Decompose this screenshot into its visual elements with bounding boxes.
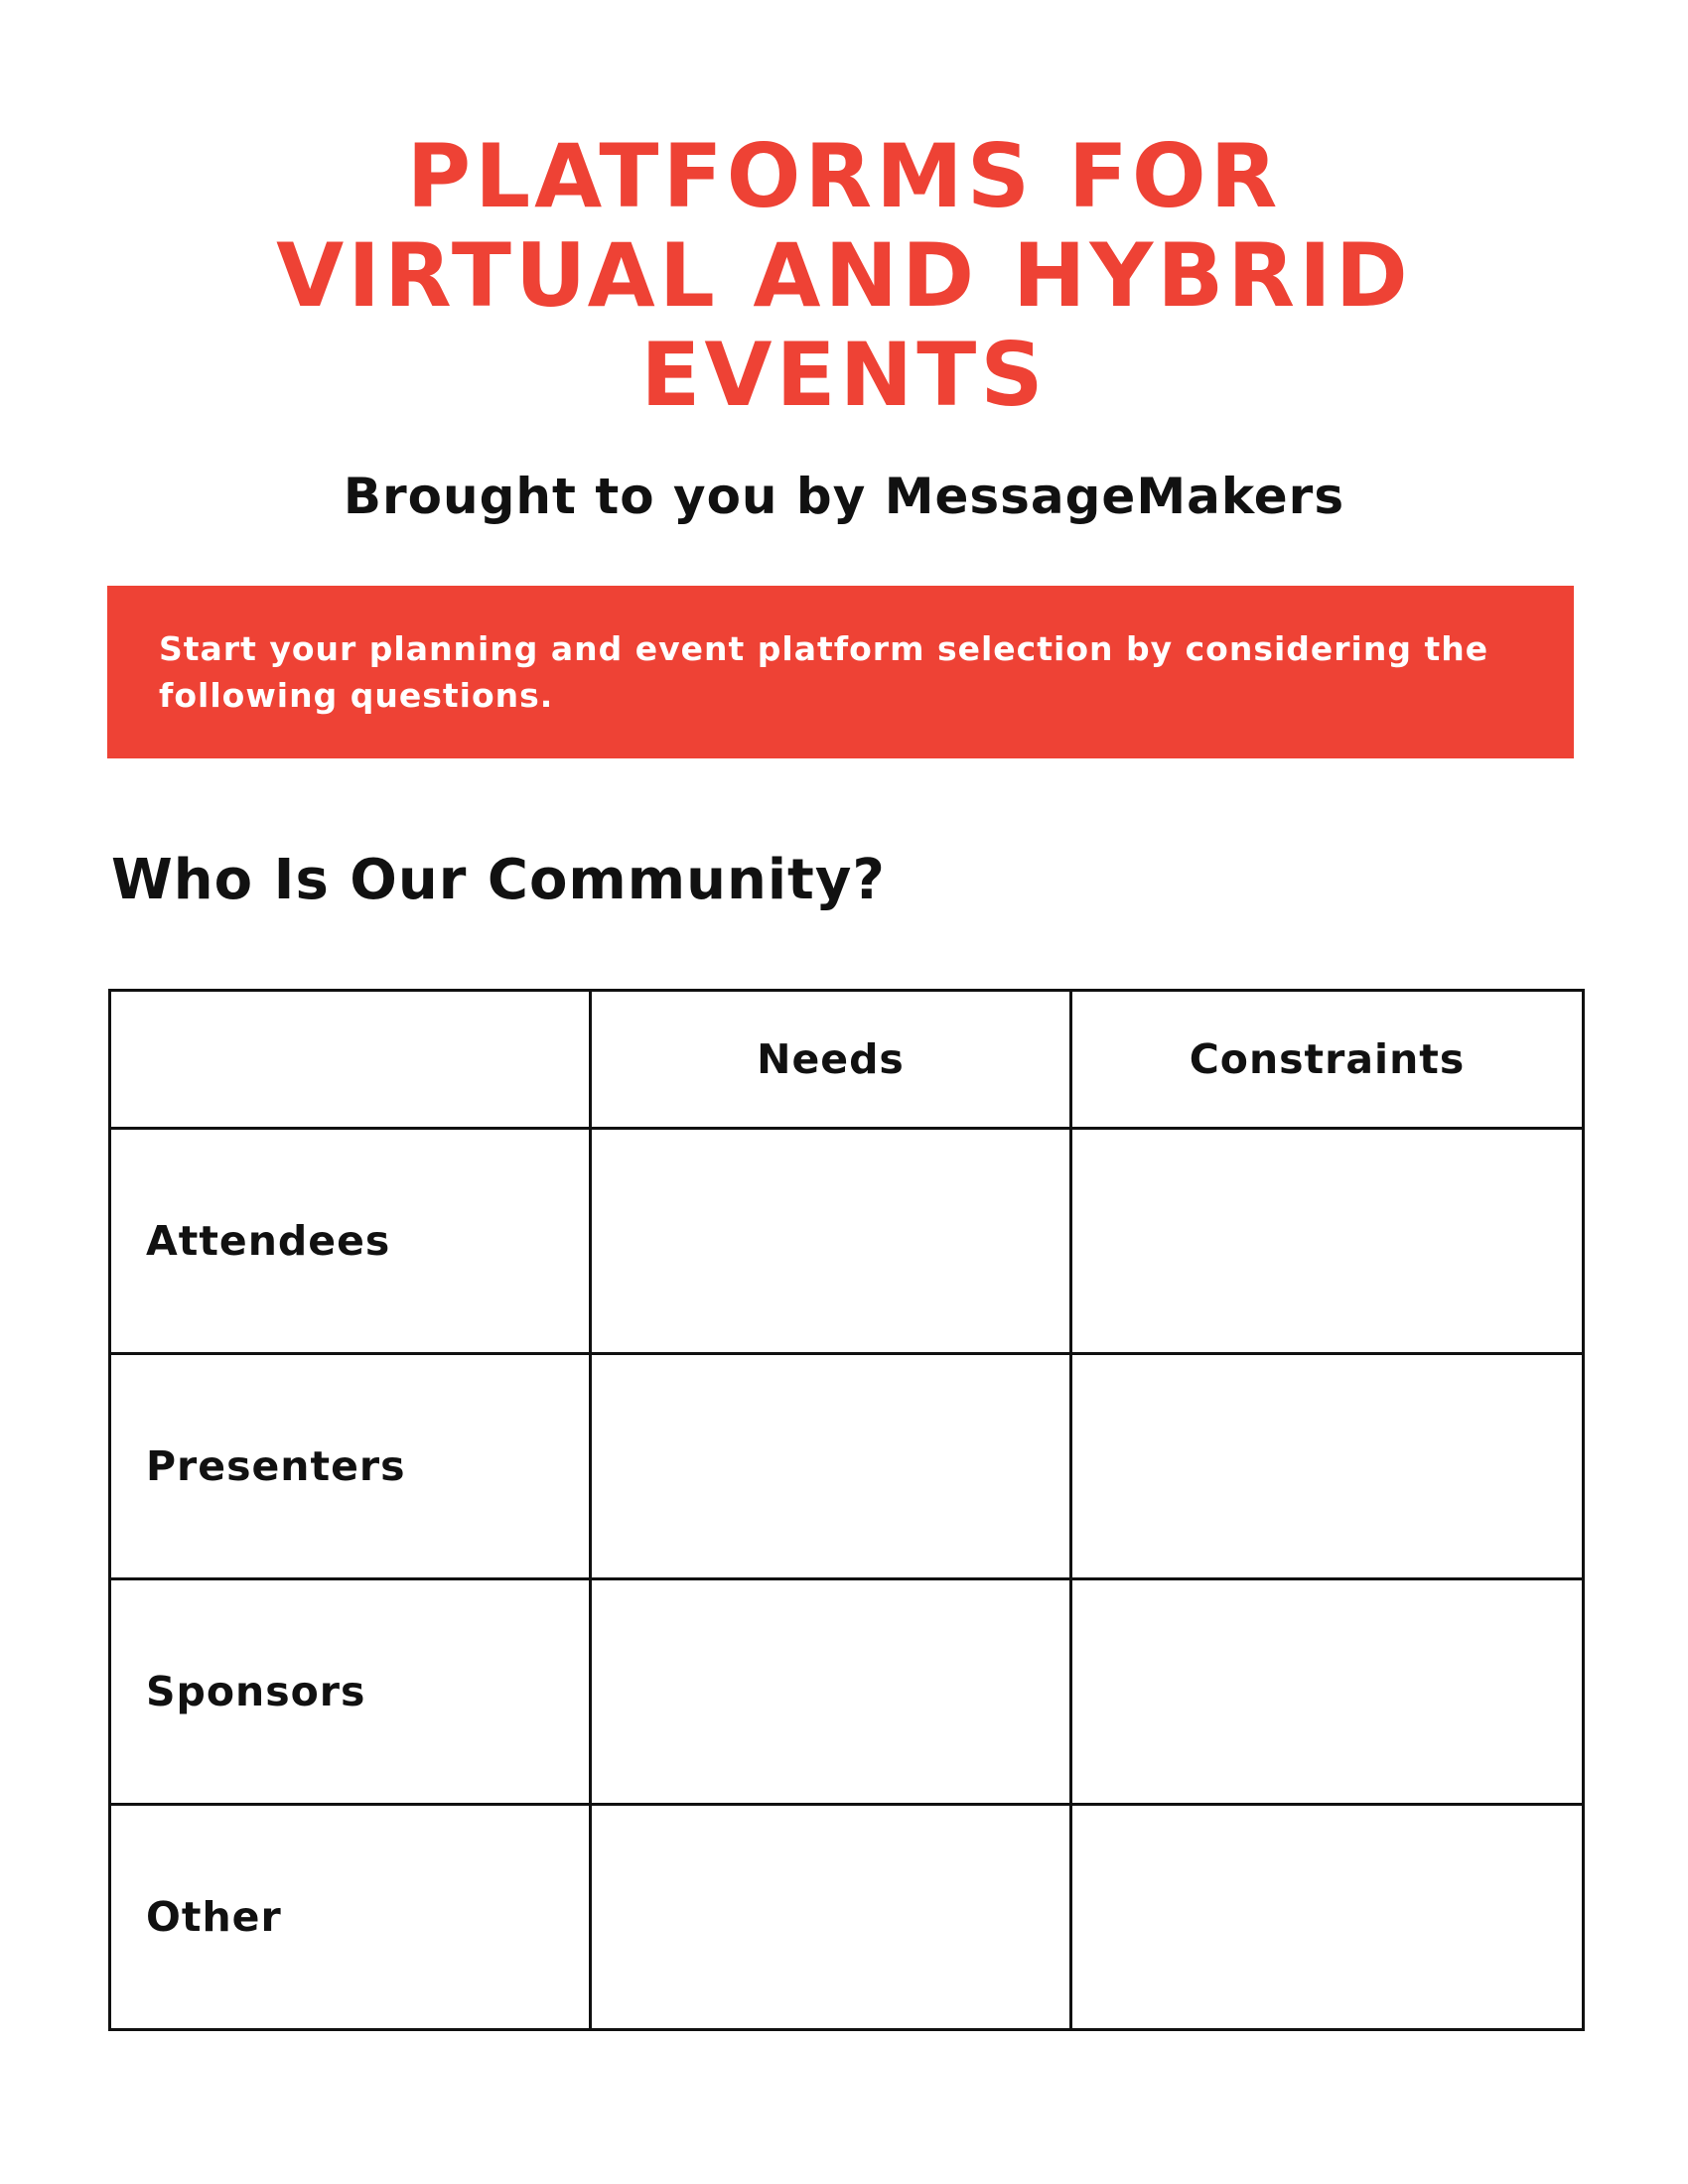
row-label-attendees: Attendees [110,1129,591,1354]
header-blank-cell [110,991,591,1129]
table-row [110,1579,1584,1805]
table-row [110,1129,1584,1354]
byline: Brought to you by MessageMakers [343,468,1345,525]
header-needs: Needs [591,991,1071,1129]
main-title [0,127,1688,425]
table-header-row [110,991,1584,1129]
row-label-sponsors: Sponsors [110,1579,591,1805]
row-label-other: Other [110,1805,591,2030]
constraints-cell-other[interactable] [1071,1805,1584,2030]
header-constraints: Constraints [1071,991,1584,1129]
banner-text: Start your planning and event platform selection by considering the following questions. [159,629,1489,715]
constraints-cell-attendees[interactable] [1071,1129,1584,1354]
table-row [110,1805,1584,2030]
constraints-cell-sponsors[interactable] [1071,1579,1584,1805]
constraints-cell-presenters[interactable] [1071,1354,1584,1579]
needs-cell-attendees[interactable] [591,1129,1071,1354]
needs-cell-presenters[interactable] [591,1354,1071,1579]
needs-cell-other[interactable] [591,1805,1071,2030]
needs-cell-sponsors[interactable] [591,1579,1071,1805]
row-label-presenters: Presenters [110,1354,591,1579]
community-table [108,989,1585,2031]
title-line-1: PLATFORMS FOR [406,125,1282,227]
section-heading: Who Is Our Community? [111,848,886,912]
table-row [110,1354,1584,1579]
instruction-banner [107,586,1574,758]
title-line-3: EVENTS [640,324,1048,426]
title-line-2: VIRTUAL AND HYBRID [276,224,1412,327]
